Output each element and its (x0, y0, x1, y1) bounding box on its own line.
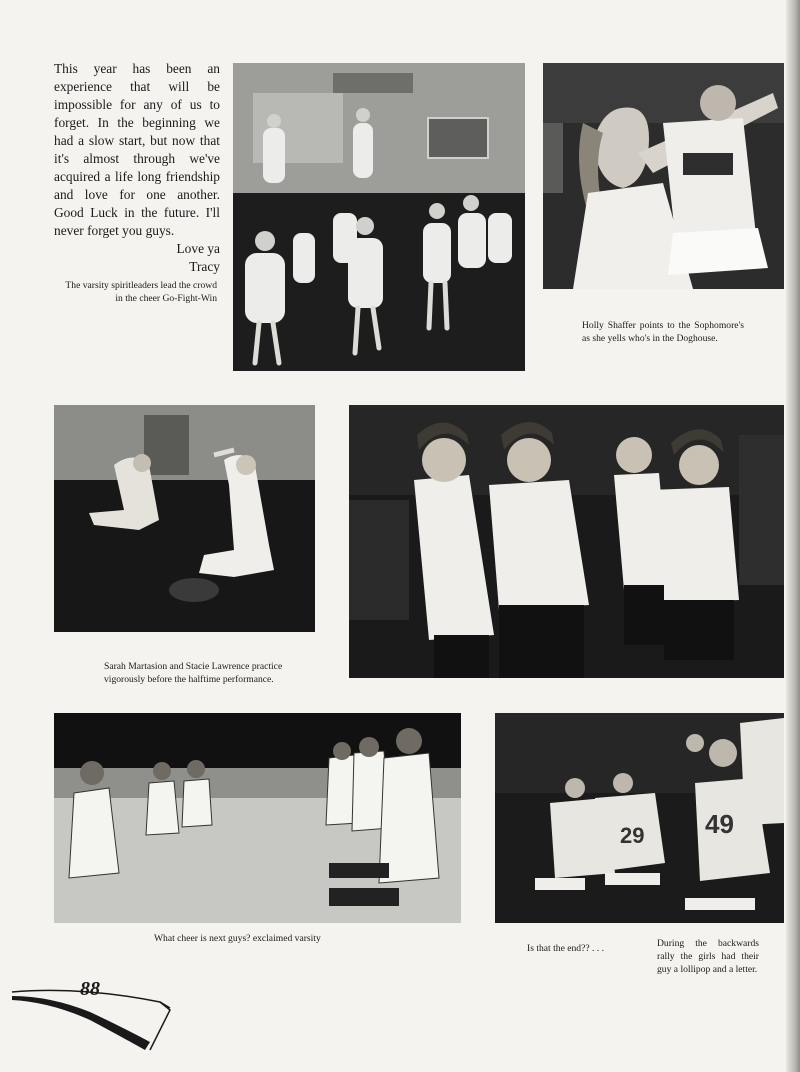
caption-varsity-lead: The varsity spiritleaders lead the crowd in the cheer Go-Fight-Win (65, 280, 217, 304)
letter-closing: Love ya (176, 241, 220, 256)
letter-block (54, 60, 220, 276)
caption-sarah-stacie: Sarah Martasion and Stacie Lawrence practice vigorously before the halftime performance. (104, 661, 283, 685)
holly-pointing-photo (543, 63, 784, 289)
page-edge-shadow (786, 0, 800, 1072)
letter-signature: Tracy (189, 259, 220, 274)
jersey-number-b: 49 (705, 809, 734, 839)
jersey-number-a: 29 (620, 823, 645, 848)
kneeling-players-photo (495, 713, 784, 923)
floor-practice-photo (54, 405, 315, 632)
letter-body: This year has been an experience that will be impossible for any of us to forget. In the beginning we had a slow start, but now that it's almost through we've acquired a life long friendship and love for one another. Good Luck in the future. I'll never forget you guys. (54, 61, 220, 238)
cheer-lineup-photo (349, 405, 784, 678)
caption-what-cheer: What cheer is next guys? exclaimed varsity (154, 933, 321, 944)
caption-holly: Holly Shaffer points to the Sophomore's as she yells who's in the Doghouse. (582, 320, 744, 344)
gym-cheer-photo (233, 63, 525, 371)
field-cheer-photo (54, 713, 461, 923)
page-number: 88 (80, 978, 100, 1000)
caption-is-that-end: Is that the end?? . . . (527, 943, 604, 954)
caption-backwards-rally: During the backwards rally the girls had their guy a lollipop and a letter. (657, 938, 759, 975)
